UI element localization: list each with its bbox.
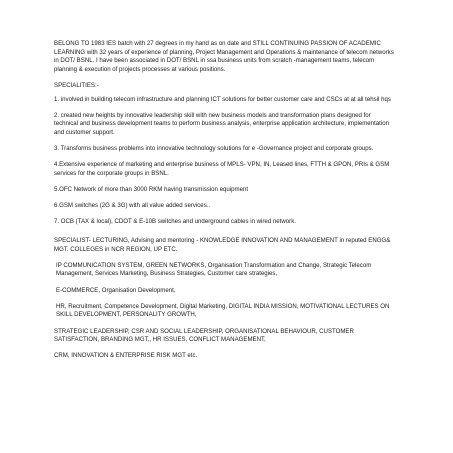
area-paragraph: STRATEGIC LEADERSHIP, CSR AND SOCIAL LEADERSHIP, ORGANISATIONAL BEHAVIOUR, CUSTOMER SATISFACTION, BRANDING MGT,, HR ISSUES, CONFLICT MANAGEMENT, bbox=[54, 327, 354, 344]
speciality-item: 2. created new heights by innovative leadership skill with new business models and transformation plans designed for technical and business development teams to perform business analysis, enterprise application architecture, implementation and customer support. bbox=[54, 111, 389, 136]
speciality-item: 7. OCB (TAX & local), CDOT & E-10B switches and underground cables in wired network. bbox=[54, 218, 296, 226]
area-paragraph: HR, Recruitment, Competence Development, Digital Marketing, DIGITAL INDIA MISSION, MOTIVATIONAL LECTURES ON SKILL DEVELOPMENT, PERSONALITY GROWTH, bbox=[56, 302, 390, 319]
specialities-heading: SPECIALITIES:- bbox=[54, 81, 99, 89]
document-body bbox=[54, 40, 394, 369]
area-paragraph: E-COMMERCE, Organisation Development, bbox=[56, 286, 176, 294]
speciality-item: 3. Transforms business problems into innovative technology solutions for e -Governance project and corporate groups. bbox=[54, 145, 374, 153]
area-paragraph: IP COMMUNICATION SYSTEM, GREEN NETWORKS, Organisation Transformation and Change, Strategic Telecom Management, Services Marketing, Business Strategies, Customer care strategies, bbox=[56, 261, 372, 278]
specialist-paragraph: SPECIALIST- LECTURING, Advising and mentoring - KNOWLEDGE INNOVATION AND MANAGEMENT in reputed ENGG& MGT. COLLEGES in NCR REGION, UP ETC. bbox=[54, 237, 391, 253]
speciality-item: 4.Extensive experience of marketing and enterprise business of MPLS- VPN, IN, Leased lines, FTTH & GPON, PRIs & GSM services for the corporate groups in BSNL. bbox=[54, 161, 390, 177]
speciality-item: 5.OFC Network of more than 3000 RKM having transmission equipment bbox=[54, 186, 249, 194]
speciality-item: 1. involved in building telecom infrastructure and planning ICT solutions for better customer care and CSCs at at all tehsil hqs bbox=[54, 95, 391, 103]
area-paragraph: CRM, INNOVATION & ENTERPRISE RISK MGT etc. bbox=[54, 352, 198, 360]
intro-paragraph: BELONG TO 1983 IES batch with 27 degrees in my hand as on date and STILL CONTINUING PASSION OF ACADEMIC LEARNING with 32 years of experience of planning, Project Management and Operations & maintenance of telecom networks in DOT/ BSNL. I have been associated in DOT/ BSNL in ssa business units from scratch -management teams, telecom planning & execution of projects processes at various positions. bbox=[54, 40, 394, 73]
speciality-item: 6.GSM switches (2G & 3G) with all value added services.. bbox=[54, 202, 211, 210]
